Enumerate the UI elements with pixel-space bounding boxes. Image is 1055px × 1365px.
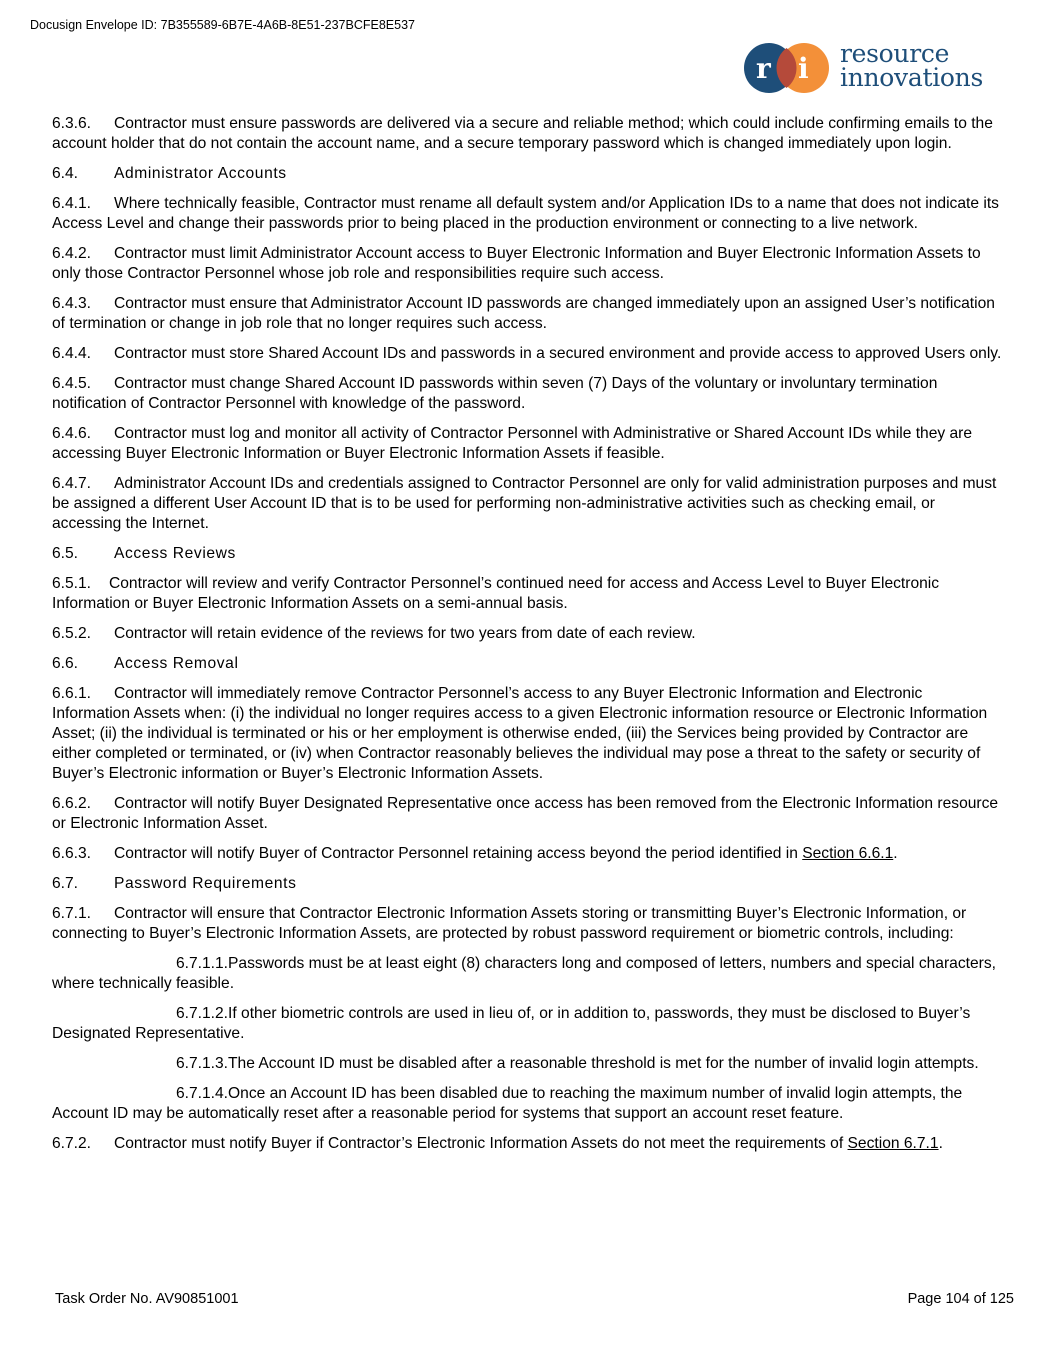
clause-6-4-3 — [52, 294, 1004, 334]
clause-6-4-4 — [52, 344, 1004, 364]
clause-number: 6.5.1. — [52, 575, 92, 592]
clause-text-tail: . — [938, 1135, 943, 1152]
section-heading-6-5 — [52, 544, 1004, 564]
section-heading-6-6 — [52, 654, 1004, 674]
clause-6-4-1 — [52, 194, 1004, 234]
clause-text: Contractor will notify Buyer Designated Representative once access has been removed from the Electronic Information resource or Electronic Information Asset. — [52, 795, 999, 832]
clause-number: 6.4.4. — [52, 345, 92, 362]
clause-6-5-2 — [52, 624, 1004, 644]
clause-number: 6.7.1.3. — [176, 1055, 229, 1072]
clause-text: Contractor will review and verify Contractor Personnel’s continued need for access and Access Level to Buyer Electronic Information or Buyer Electronic Information Assets on a semi-annual basis. — [52, 575, 940, 612]
clause-text: Contractor must ensure passwords are delivered via a secure and reliable method; which could include confirming emails to the account holder that do not contain the account name, and a secure temporary password which is changed immediately upon login. — [52, 115, 993, 152]
clause-number: 6.4.7. — [52, 475, 92, 492]
section-number: 6.7. — [52, 875, 79, 892]
document-body — [52, 114, 1004, 1164]
logo-wordmark — [840, 39, 984, 92]
section-title: Administrator Accounts — [114, 165, 287, 182]
section-heading-6-7 — [52, 874, 1004, 894]
clause-6-7-1-2 — [52, 1004, 1004, 1044]
clause-6-7-1 — [52, 904, 1004, 944]
clause-6-7-2 — [52, 1134, 1004, 1154]
clause-number: 6.7.2. — [52, 1135, 92, 1152]
clause-text: Contractor must limit Administrator Account access to Buyer Electronic Information and Buyer Electronic Information Assets to only those Contractor Personnel whose job role and responsibilities require such access. — [52, 245, 981, 282]
clause-6-4-5 — [52, 374, 1004, 414]
envelope-id: Docusign Envelope ID: 7B355589-6B7E-4A6B-8E51-237BCFE8E537 — [30, 18, 415, 32]
clause-6-7-1-4 — [52, 1084, 1004, 1124]
logo-mark-icon — [742, 42, 832, 94]
clause-6-4-6 — [52, 424, 1004, 464]
clause-6-5-1 — [52, 574, 1004, 614]
clause-text: Contractor will notify Buyer of Contractor Personnel retaining access beyond the period identified in — [114, 845, 803, 862]
page-number: Page 104 of 125 — [907, 1291, 1014, 1307]
clause-text: Passwords must be at least eight (8) characters long and composed of letters, numbers and special characters, where technically feasible. — [52, 955, 996, 992]
clause-number: 6.5.2. — [52, 625, 92, 642]
clause-number: 6.4.6. — [52, 425, 92, 442]
section-6-6-1-link[interactable]: Section 6.6.1 — [802, 845, 894, 862]
section-title: Access Reviews — [114, 545, 236, 562]
clause-6-4-2 — [52, 244, 1004, 284]
clause-number: 6.4.2. — [52, 245, 92, 262]
section-title: Access Removal — [114, 655, 239, 672]
clause-number: 6.4.1. — [52, 195, 92, 212]
clause-number: 6.3.6. — [52, 115, 92, 132]
clause-6-6-3 — [52, 844, 1004, 864]
clause-text: Contractor will ensure that Contractor Electronic Information Assets storing or transmitting Buyer’s Electronic Information, or connecting to Buyer’s Electronic Information Assets, are protected by robust password requirement or biometric controls, including: — [52, 905, 967, 942]
clause-text: If other biometric controls are used in lieu of, or in addition to, passwords, they must be disclosed to Buyer’s Designated Representative. — [52, 1005, 971, 1042]
clause-text: Contractor must notify Buyer if Contractor’s Electronic Information Assets do not meet the requirements of — [114, 1135, 848, 1152]
company-logo — [742, 40, 1012, 96]
clause-text: Contractor will immediately remove Contractor Personnel’s access to any Buyer Electronic Information and Electronic Information Assets when: (i) the individual no longer requires access to a given Electronic information resource or Electronic Information Asset; (ii) the individual is terminated or his or her employment is otherwise ended, (iii) the Services being provided by Contractor are either completed or terminated, or (iv) when Contractor reasonably believes the individual may pose a threat to the safety or security of Buyer’s Electronic information or Buyer’s Electronic Information Assets. — [52, 685, 988, 782]
clause-6-7-1-3 — [52, 1054, 1004, 1074]
section-6-7-1-link[interactable]: Section 6.7.1 — [847, 1135, 939, 1152]
section-number: 6.6. — [52, 655, 79, 672]
clause-6-6-2 — [52, 794, 1004, 834]
clause-text: Administrator Account IDs and credentials assigned to Contractor Personnel are only for valid administration purposes and must be assigned a different User Account ID that is to be used for performing non-administrative activities such as checking email, or accessing the Internet. — [52, 475, 997, 532]
clause-number: 6.4.3. — [52, 295, 92, 312]
clause-text: Contractor must change Shared Account ID passwords within seven (7) Days of the voluntary or involuntary termination notification of Contractor Personnel with knowledge of the password. — [52, 375, 938, 412]
clause-6-3-6 — [52, 114, 1004, 154]
section-number: 6.5. — [52, 545, 79, 562]
clause-text: Contractor will retain evidence of the reviews for two years from date of each review. — [114, 625, 696, 642]
section-heading-6-4 — [52, 164, 1004, 184]
clause-number: 6.4.5. — [52, 375, 92, 392]
clause-number: 6.7.1. — [52, 905, 92, 922]
clause-text: Contractor must store Shared Account IDs and passwords in a secured environment and provide access to approved Users only. — [114, 345, 1002, 362]
logo-letter-r: r — [756, 52, 771, 85]
clause-text: Where technically feasible, Contractor must rename all default system and/or Application IDs to a name that does not indicate its Access Level and change their passwords prior to being placed in the production environment or connecting to a live network. — [52, 195, 999, 232]
clause-6-6-1 — [52, 684, 1004, 784]
clause-6-7-1-1 — [52, 954, 1004, 994]
section-number: 6.4. — [52, 165, 79, 182]
clause-text: The Account ID must be disabled after a reasonable threshold is met for the number of invalid login attempts. — [228, 1055, 979, 1072]
logo-letter-i: i — [798, 52, 809, 85]
clause-number: 6.6.1. — [52, 685, 92, 702]
clause-number: 6.6.2. — [52, 795, 92, 812]
clause-number: 6.6.3. — [52, 845, 92, 862]
section-title: Password Requirements — [114, 875, 297, 892]
clause-text-tail: . — [893, 845, 898, 862]
clause-text: Contractor must log and monitor all activity of Contractor Personnel with Administrative or Shared Account IDs while they are accessing Buyer Electronic Information or Buyer Electronic Information Assets if feasible. — [52, 425, 973, 462]
clause-number: 6.7.1.1. — [176, 955, 229, 972]
task-order-number: Task Order No. AV90851001 — [55, 1291, 239, 1307]
clause-text: Contractor must ensure that Administrator Account ID passwords are changed immediately upon an assigned User’s notification of termination or change in job role that no longer requires such access. — [52, 295, 995, 332]
clause-number: 6.7.1.4. — [176, 1085, 229, 1102]
clause-number: 6.7.1.2. — [176, 1005, 229, 1022]
clause-text: Once an Account ID has been disabled due to reaching the maximum number of invalid login attempts, the Account ID may be automatically reset after a reasonable period for systems that support an account reset feature. — [52, 1085, 963, 1122]
logo-line-2: innovations — [840, 63, 984, 92]
clause-6-4-7 — [52, 474, 1004, 534]
logo-line-1: resource — [840, 39, 950, 68]
